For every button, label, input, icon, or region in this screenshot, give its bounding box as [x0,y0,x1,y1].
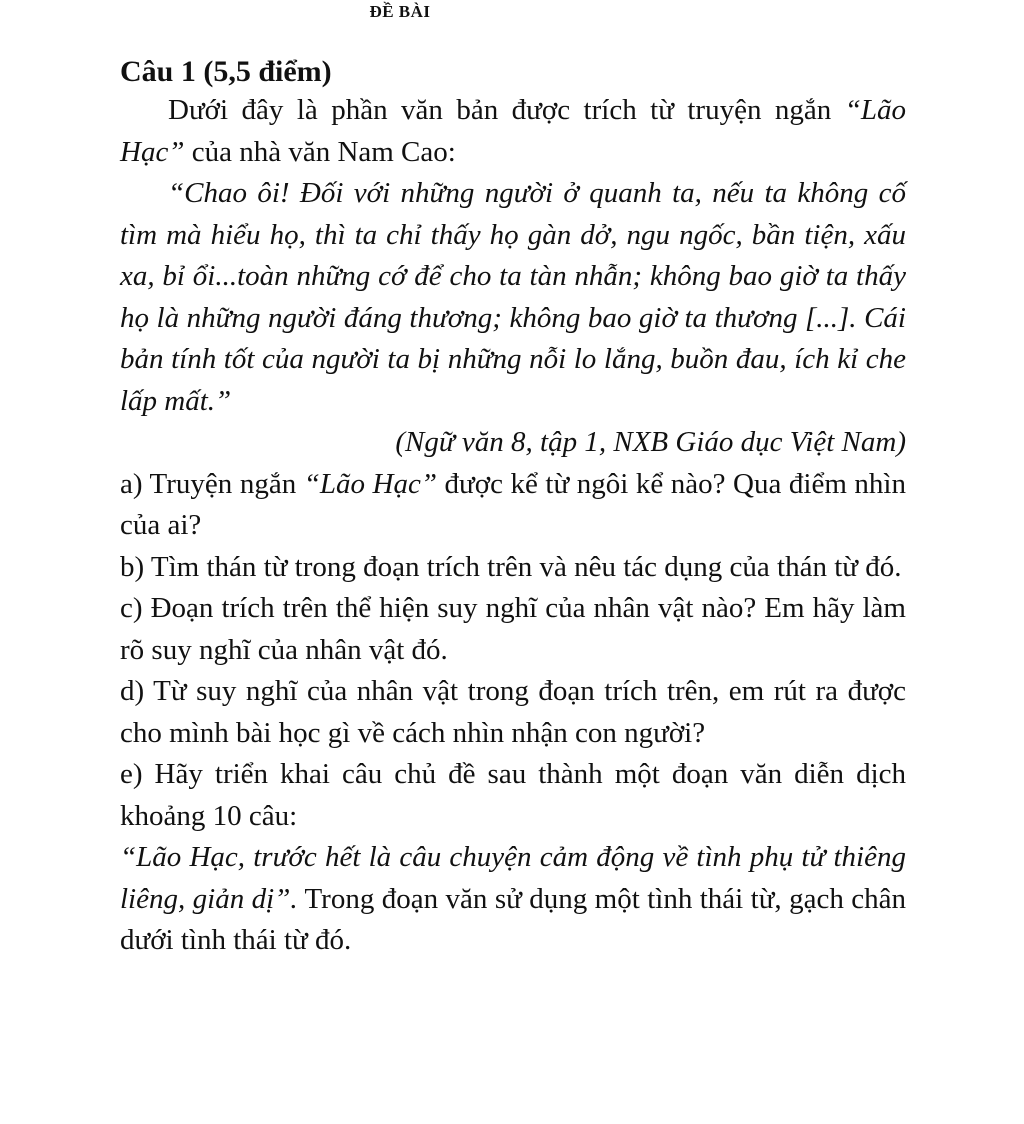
question-item-b: b) Tìm thán từ trong đoạn trích trên và nêu tác dụng của thán từ đó. [120,550,902,583]
question-item-a [120,464,906,547]
excerpt-quote: “Chao ôi! Đối với những người ở quanh ta, nếu ta không cố tìm mà hiểu họ, thì ta chỉ thấy họ gàn dở, ngu ngốc, bần tiện, xấu xa, bỉ ổi...toàn những cớ để cho ta tàn nhẫn; không bao giờ ta thấy họ là những người đáng thương; không bao giờ ta thương [...]. Cái bản tính tốt của người ta bị những nỗi lo lắng, buồn đau, ích kỉ che lấp mất.” [120,177,906,417]
question-item-c: c) Đoạn trích trên thể hiện suy nghĩ của nhân vật nào? Em hãy làm rõ suy nghĩ của nhân vật đó. [120,592,906,666]
intro-text-after: của nhà văn Nam Cao: [184,135,456,168]
page-header: ĐỀ BÀI [369,2,431,21]
item-a-after: được kể từ ngôi kể nào? Qua điểm nhìn của ai? [120,467,906,541]
intro-paragraph [120,90,906,173]
item-e-topic-sentence: “Lão Hạc, trước hết là câu chuyện cảm động về tình phụ tử thiêng liêng, giản dị”. [120,841,906,915]
question-item-d: d) Từ suy nghĩ của nhân vật trong đoạn trích trên, em rút ra được cho mình bài học gì về cách nhìn nhận con người? [120,675,906,749]
intro-story-title: “Lão Hạc” [120,94,906,168]
item-a-before: a) Truyện ngắn [120,467,304,500]
intro-text-before: Dưới đây là phần văn bản được trích từ truyện ngắn [168,94,845,126]
item-a-story-title: “Lão Hạc” [303,467,437,500]
excerpt-source: (Ngữ văn 8, tập 1, NXB Giáo dục Việt Nam) [395,426,906,458]
item-e-instruction: Trong đoạn văn sử dụng một tình thái từ, gạch chân dưới tình thái từ đó. [120,882,906,956]
question-title: Câu 1 (5,5 điểm) [120,55,332,88]
question-item-e: e) Hãy triển khai câu chủ đề sau thành một đoạn văn diễn dịch khoảng 10 câu: [120,758,906,832]
question-item-e-topic [120,837,906,962]
document-body [120,2,906,962]
